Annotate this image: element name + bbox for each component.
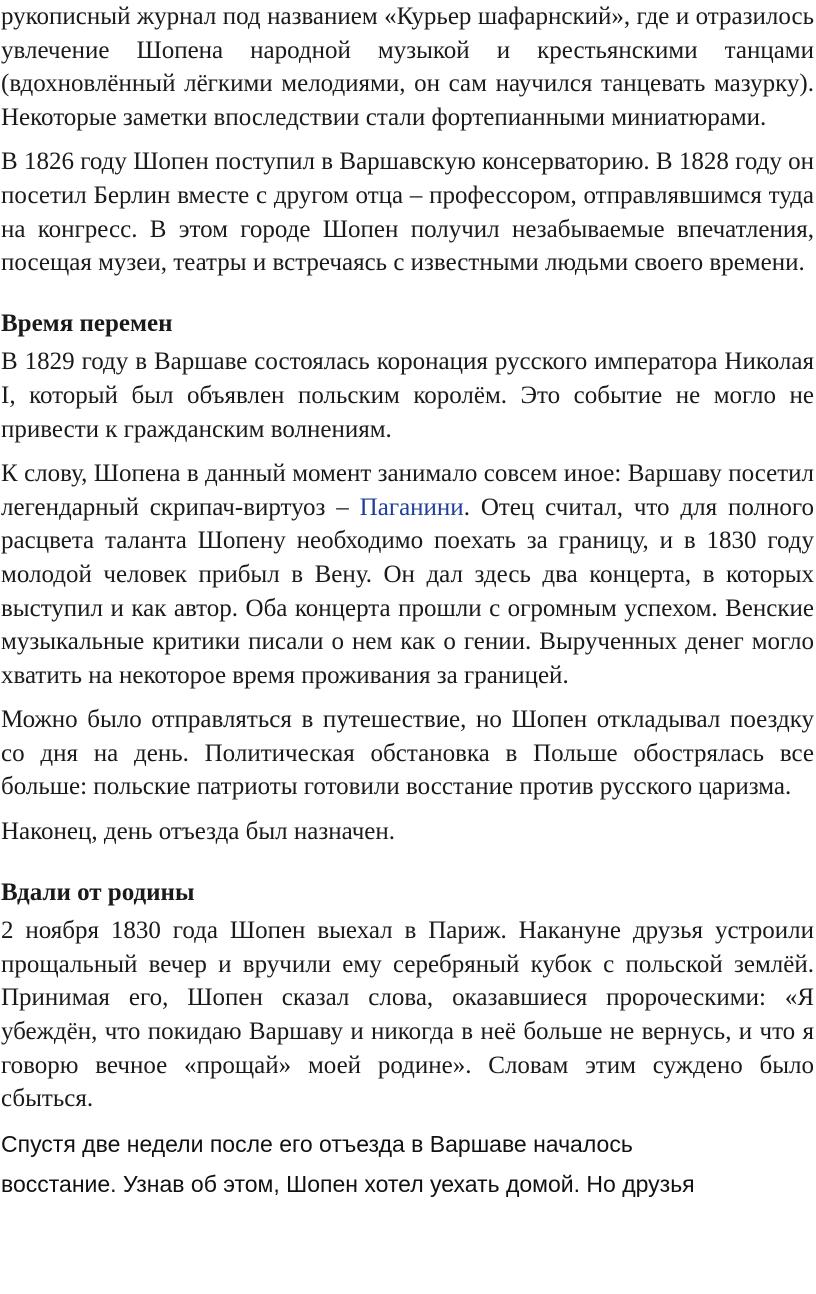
- paragraph-political-situation: Можно было отправляться в путешествие, но Шопен откладывал поездку со дня на день. Политическая обстановка в Польше обострялась все больше: польские патриоты готовили восстание против русского царизма.: [1, 706, 814, 801]
- paragraph-uprising-line-1: Спустя две недели после его отъезда в Варшаве началось: [1, 1130, 633, 1157]
- section-heading-far-from-home: Вдали от родины: [1, 878, 195, 906]
- paragraph-conservatory: В 1826 году Шопен поступил в Варшавскую консерваторию. В 1828 году он посетил Берлин вместе с другом отца – профессором, отправлявшимся туда на конгресс. В этом городе Шопен получил незабываемые впечатления, посещая музеи, театры и встречаясь с известными людьми своего времени.: [1, 148, 814, 277]
- paragraph-departure-paris: 2 ноября 1830 года Шопен выехал в Париж. Накануне друзья устроили прощальный вечер и вручили ему серебряный кубок с польской землёй. Принимая его, Шопен сказал слова, оказавшиеся пророческими: «Я убеждён, что покидаю Варшаву и никогда в неё больше не вернусь, и что я говорю вечное «прощай» моей родине». Словам этим суждено было сбыться.: [1, 917, 814, 1113]
- section-heading-time-of-change: Время перемен: [1, 309, 173, 337]
- paganini-link[interactable]: Паганини: [359, 493, 464, 521]
- paragraph-uprising-line-2: восстание. Узнав об этом, Шопен хотел уехать домой. Но друзья: [1, 1170, 695, 1197]
- paragraph-coronation: В 1829 году в Варшаве состоялась коронация русского императора Николая I, который был объявлен польским королём. Это событие не могло не привести к гражданским волнениям.: [1, 348, 814, 443]
- paragraph-paganini-text-start: К слову, Шопена в данный момент занимало совсем иное: Варшаву посетил легендарный скрипач-виртуоз –: [1, 460, 814, 521]
- paragraph-paganini: [1, 457, 814, 692]
- paragraph-uprising: [1, 1124, 814, 1204]
- paragraph-departure-date: Наконец, день отъезда был назначен.: [1, 818, 396, 846]
- paragraph-journal: рукописный журнал под названием «Курьер шафарнский», где и отразилось увлечение Шопена народной музыкой и крестьянскими танцами (вдохновлённый лёгкими мелодиями, он сам научился танцевать мазурку). Некоторые заметки впоследствии стали фортепианными миниатюрами.: [1, 3, 814, 131]
- paragraph-paganini-text-end: . Отец считал, что для полного расцвета таланта Шопену необходимо поехать за границу, и в 1830 году молодой человек прибыл в Вену. Он дал здесь два концерта, в которых выступил и как автор. Оба концерта прошли с огромным успехом. Венские музыкальные критики писали о нем как о гении. Вырученных денег могло хватить на некоторое время проживания за границей.: [1, 493, 814, 689]
